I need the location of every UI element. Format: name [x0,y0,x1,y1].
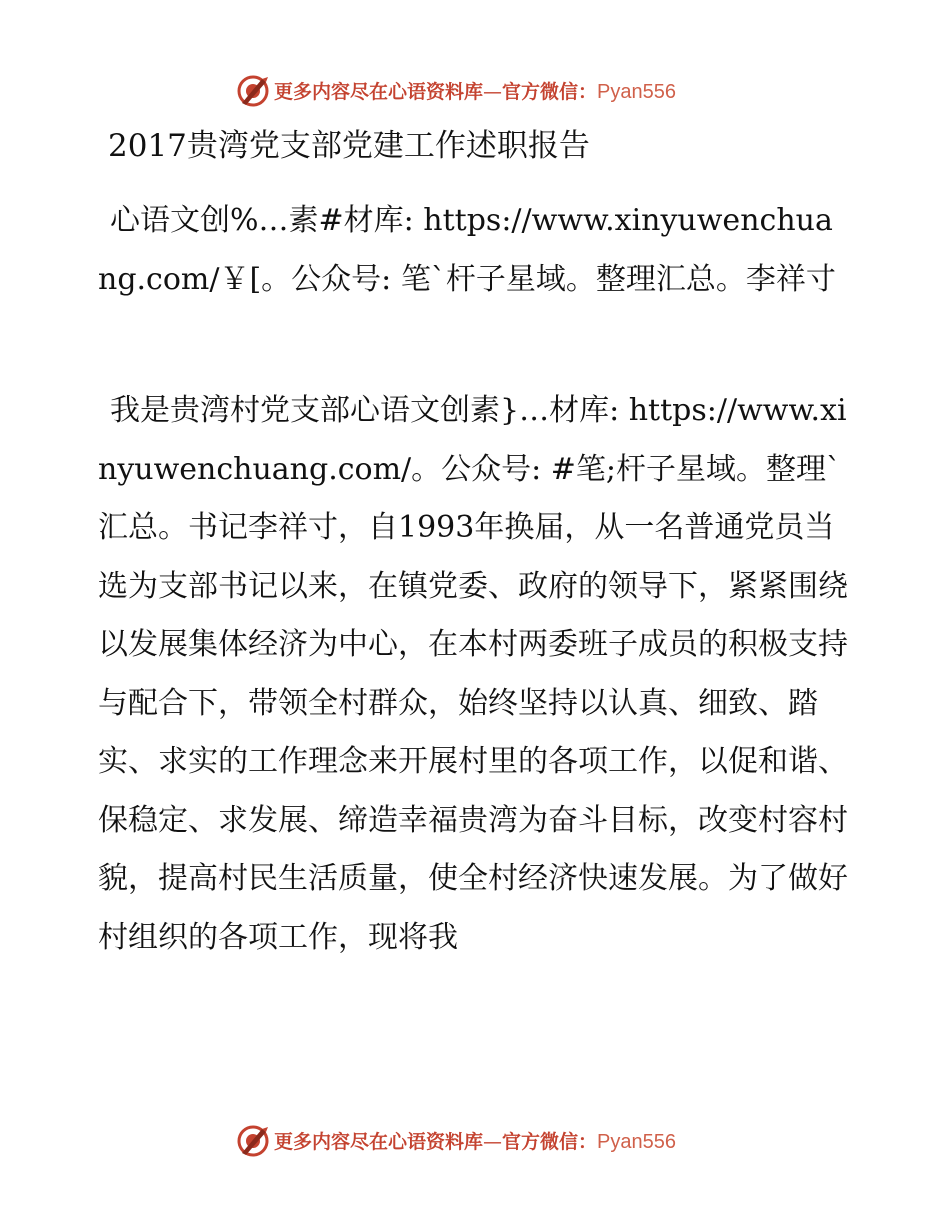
banner-main-text: 更多内容尽在心语资料库 [274,80,484,103]
pen-logo-icon [236,1123,270,1157]
pen-logo-icon [236,73,270,107]
banner-separator: — [483,1130,503,1153]
banner-wechat-label: 官方微信： [502,1130,598,1153]
banner-wechat-id: Pyan556 [597,1130,676,1153]
document-title: 2017贵湾党支部党建工作述职报告 [108,128,590,164]
banner-separator: — [483,80,503,103]
paragraph-1: 心语文创%…素#材库: https://www.xinyuwenchuang.com/￥[。公众号: 笔`杆子星域。整理汇总。李祥寸 [98,203,836,297]
banner-wechat-id: Pyan556 [597,80,676,103]
banner-text [274,77,676,104]
header-banner [236,70,676,110]
footer-banner [236,1120,676,1160]
banner-main-text: 更多内容尽在心语资料库 [274,1130,484,1153]
banner-wechat-label: 官方微信： [502,80,598,103]
paragraph-2: 我是贵湾村党支部心语文创素}…材库: https://www.xinyuwenchuang.com/。公众号: #笔;杆子星域。整理`汇总。书记李祥寸，自1993年换届，从一名普通党员当选为支部书记以来，在镇党委、政府的领导下，紧紧围绕以发展集体经济为中心，在本村两委班子成员的积极支持与配合下，带领全村群众，始终坚持以认真、细致、踏实、求实的工作理念来开展村里的各项工作，以促和谐、保稳定、求发展、缔造幸福贵湾为奋斗目标，改变村容村貌，提高村民生活质量，使全村经济快速发展。为了做好村组织的各项工作，现将我 [98,393,848,955]
banner-text [274,1127,676,1154]
